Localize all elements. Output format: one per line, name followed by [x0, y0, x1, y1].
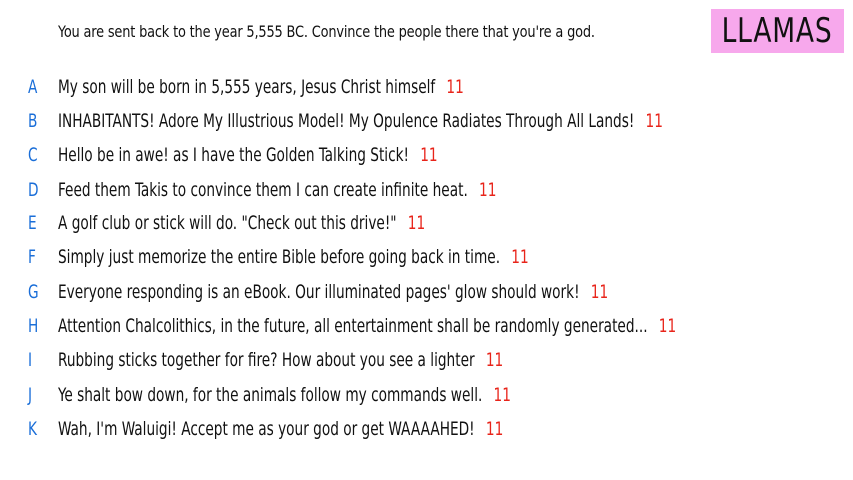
- answer-letter: H: [28, 315, 39, 337]
- vote-count: 11: [479, 179, 497, 201]
- vote-count: 11: [485, 418, 504, 440]
- team-name: LLAMAS: [722, 11, 833, 51]
- vote-count: 11: [511, 246, 529, 268]
- vote-count: 11: [645, 110, 663, 132]
- vote-count: 11: [407, 212, 426, 234]
- answer-letter: D: [28, 179, 39, 201]
- answer-row-i[interactable]: [0, 345, 853, 375]
- answer-text: Everyone responding is an eBook. Our illuminated pages' glow should work!: [58, 281, 580, 303]
- vote-count: 11: [590, 281, 609, 303]
- answer-letter: A: [28, 76, 38, 98]
- answer-text: Feed them Takis to convince them I can create infinite heat.: [58, 179, 468, 201]
- answer-text: Attention Chalcolithics, in the future, all entertainment shall be randomly generated...: [58, 315, 648, 337]
- answer-text: A golf club or stick will do. "Check out this drive!": [58, 212, 397, 234]
- answer-row-a[interactable]: [0, 72, 853, 102]
- vote-count: 11: [493, 384, 511, 406]
- answer-letter: I: [28, 349, 33, 371]
- answer-row-d[interactable]: [0, 175, 853, 205]
- answer-text: Hello be in awe! as I have the Golden Talking Stick!: [58, 144, 410, 166]
- answer-text: Ye shalt bow down, for the animals follow my commands well.: [58, 384, 483, 406]
- answer-letter: B: [28, 110, 38, 132]
- answer-row-c[interactable]: [0, 140, 853, 170]
- answer-row-k[interactable]: [0, 414, 853, 444]
- team-badge: [711, 9, 844, 53]
- answer-row-e[interactable]: [0, 208, 853, 238]
- answer-row-f[interactable]: [0, 242, 853, 272]
- answer-letter: G: [28, 281, 39, 303]
- answer-letter: C: [28, 144, 38, 166]
- answer-letter: K: [28, 418, 37, 440]
- answer-text: INHABITANTS! Adore My Illustrious Model! My Opulence Radiates Through All Lands!: [58, 110, 635, 132]
- vote-count: 11: [658, 315, 677, 337]
- answer-row-b[interactable]: [0, 106, 853, 136]
- answer-text: Rubbing sticks together for fire? How about you see a lighter: [58, 349, 475, 371]
- answer-row-h[interactable]: [0, 311, 853, 341]
- answer-text: My son will be born in 5,555 years, Jesus Christ himself: [58, 76, 436, 98]
- vote-count: 11: [485, 349, 504, 371]
- prompt-text: You are sent back to the year 5,555 BC. Convince the people there that you're a god.: [58, 22, 595, 41]
- answer-row-j[interactable]: [0, 380, 853, 410]
- answer-text: Wah, I'm Waluigi! Accept me as your god or get WAAAAHED!: [58, 418, 475, 440]
- answer-row-g[interactable]: [0, 277, 853, 307]
- vote-count: 11: [420, 144, 438, 166]
- answer-letter: J: [28, 384, 33, 406]
- answer-letter: F: [28, 246, 36, 268]
- answer-text: Simply just memorize the entire Bible before going back in time.: [58, 246, 501, 268]
- vote-count: 11: [446, 76, 464, 98]
- answer-letter: E: [28, 212, 37, 234]
